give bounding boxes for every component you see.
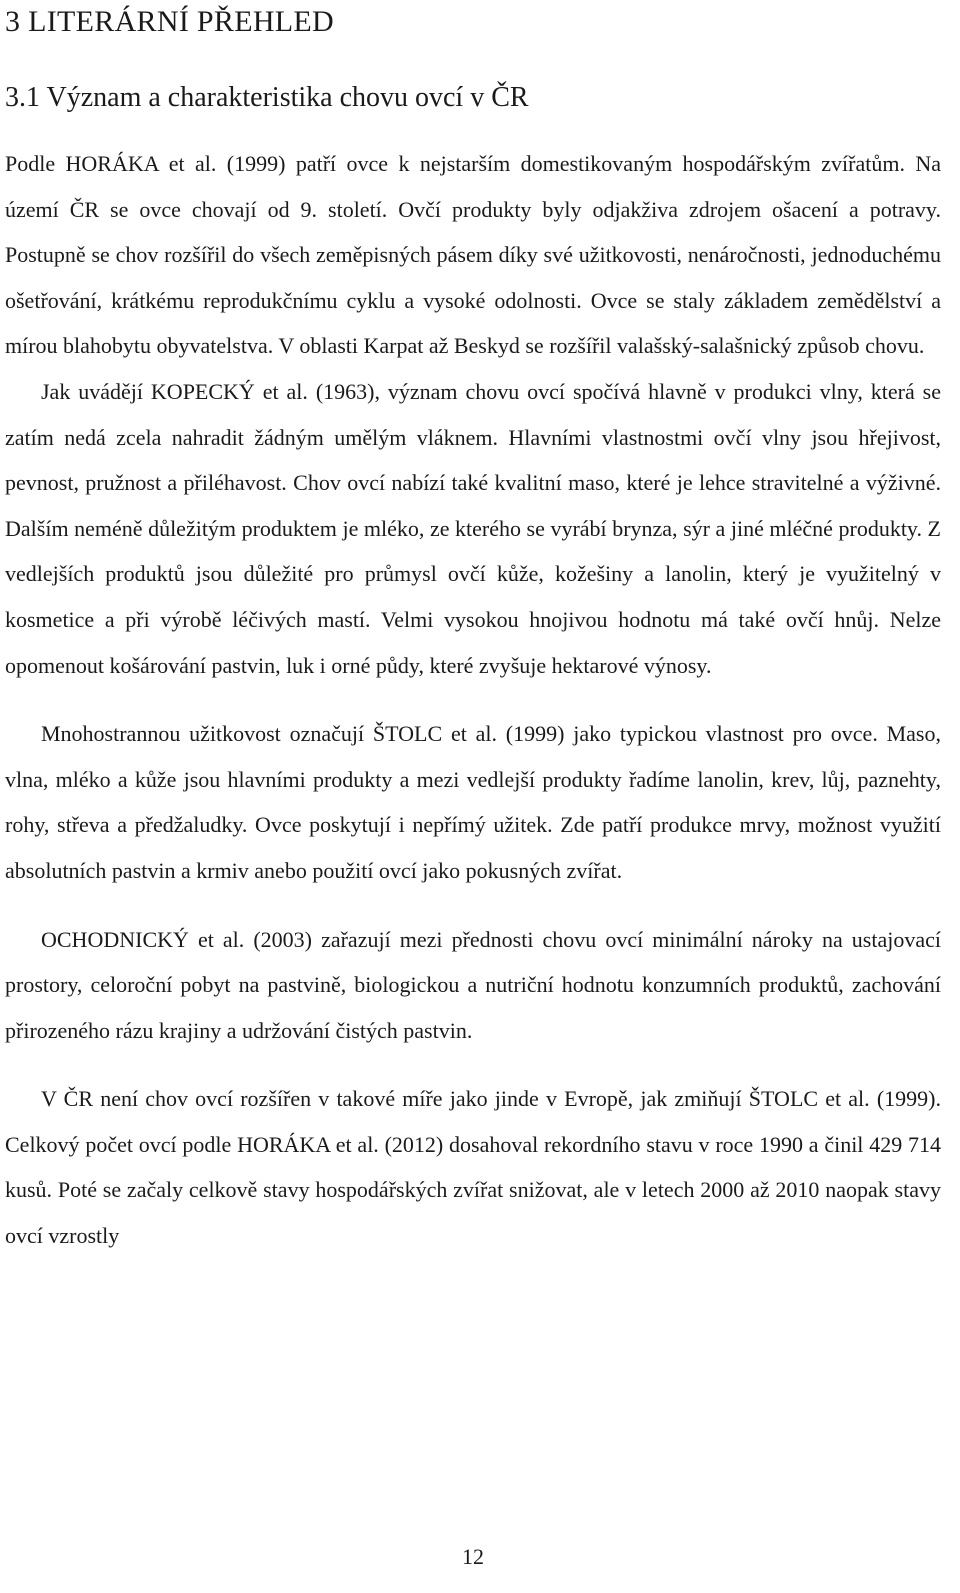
chapter-heading: 3 LITERÁRNÍ PŘEHLED [5,5,335,38]
document-page [5,0,941,1259]
paragraph-horak-intro: Podle HORÁKA et al. (1999) patří ovce k nejstarším domestikovaným hospodářským zvířatům. Na území ČR se ovce chovají od 9. století. Ovčí produkty byly odjakživa zdrojem ošacení a potravy. Postupně se chov rozšířil do všech zeměpisných pásem díky své užitkovosti, nenáročnosti, jednoduchému ošetřování, krátkému reprodukčnímu cyklu a vysoké odolnosti. Ovce se staly základem zemědělství a mírou blahobytu obyvatelstva. V oblasti Karpat až Beskyd se rozšířil valašský-salašnický způsob chovu. [5,151,941,359]
paragraph-ochodnicky-advantages: OCHODNICKÝ et al. (2003) zařazují mezi přednosti chovu ovcí minimální nároky na ustajovací prostory, celoroční pobyt na pastvině, biologickou a nutriční hodnotu konzumních produktů, zachování přirozeného rázu krajiny a udržování čistých pastvin. [5,926,941,1043]
page-number: 12 [462,1544,484,1569]
paragraph-sheep-numbers: V ČR není chov ovcí rozšířen v takové míře jako jinde v Evropě, jak zmiňují ŠTOLC et al. (1999). Celkový počet ovcí podle HORÁKA et al. (2012) dosahoval rekordního stavu v roce 1990 a činil 429 714 kusů. Poté se začaly celkově stavy hospodářských zvířat snižovat, ale v letech 2000 až 2010 naopak stavy ovcí vzrostly [5,1086,941,1249]
paragraph-kopecky-wool: Jak uvádějí KOPECKÝ et al. (1963), význam chovu ovcí spočívá hlavně v produkci vlny, která se zatím nedá zcela nahradit žádným umělým vláknem. Hlavními vlastnostmi ovčí vlny jsou hřejivost, pevnost, pružnost a přiléhavost. Chov ovcí nabízí také kvalitní maso, které je lehce stravitelné a výživné. Dalším neméně důležitým produktem je mléko, ze kterého se vyrábí brynza, sýr a jiné mléčné produkty. Z vedlejších produktů jsou důležité pro průmysl ovčí kůže, kožešiny a lanolin, který je využitelný v kosmetice a při výrobě léčivých mastí. Velmi vysokou hnojivou hodnotu má také ovčí hnůj. Nelze opomenout košárování pastvin, luk i orné půdy, které zvyšuje hektarové výnosy. [5,378,941,678]
section-heading: 3.1 Význam a charakteristika chovu ovcí v ČR [5,82,529,113]
paragraph-stolc-utility: Mnohostrannou užitkovost označují ŠTOLC et al. (1999) jako typickou vlastnost pro ovce. Maso, vlna, mléko a kůže jsou hlavními produkty a mezi vedlejší produkty řadíme lanolin, krev, lůj, paznehty, rohy, střeva a předžaludky. Ovce poskytují i nepřímý užitek. Zde patří produkce mrvy, možnost využití absolutních pastvin a krmiv anebo použití ovcí jako pokusných zvířat. [5,721,941,883]
